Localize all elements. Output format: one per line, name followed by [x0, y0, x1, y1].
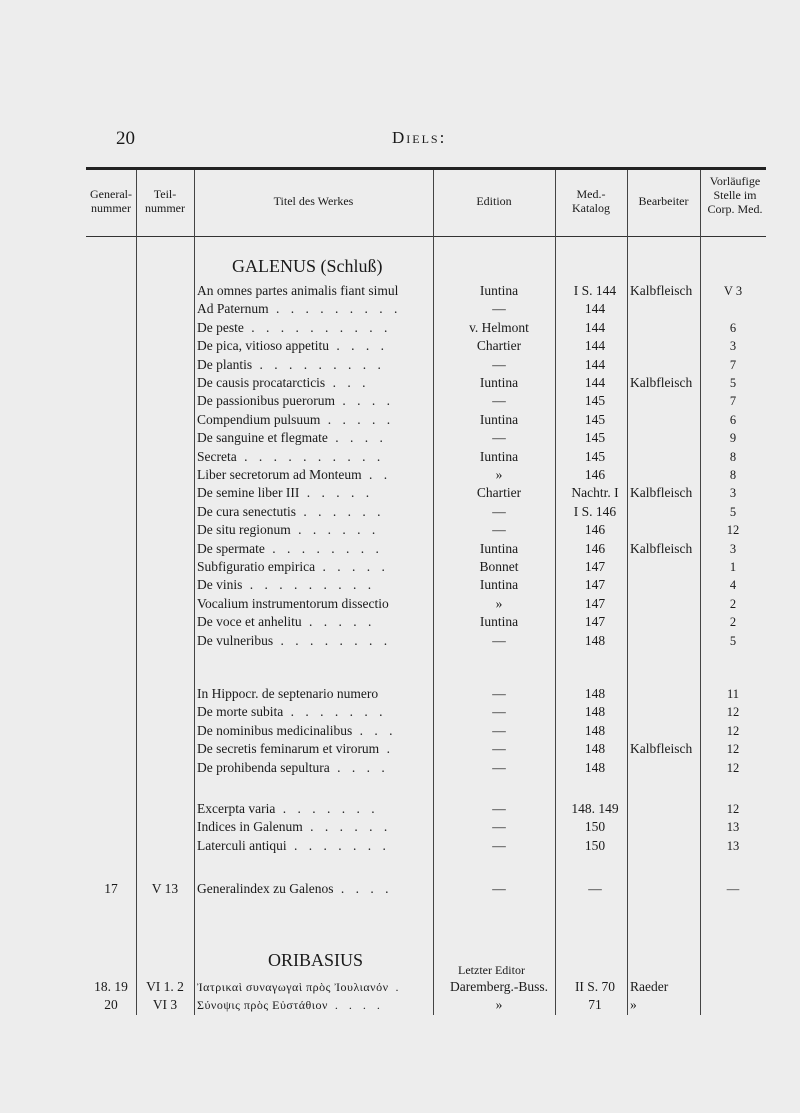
title-text: De sanguine et flegmate	[197, 430, 328, 446]
title-text: De vulneribus	[197, 632, 274, 648]
row-edition: »	[495, 595, 503, 611]
row-title	[197, 466, 391, 484]
row-title	[197, 282, 398, 300]
row-bearbeiter: Kalbfleisch	[630, 741, 693, 757]
leader-dots: . . . . .	[299, 485, 374, 501]
row-katalog: 148	[584, 686, 606, 701]
row-title	[197, 576, 375, 594]
row-edition: Daremberg.-Buss.	[450, 979, 548, 994]
section-heading-oribasius: ORIBASIUS	[268, 950, 364, 970]
row-katalog: 145	[584, 393, 606, 409]
row-stelle: 8	[729, 449, 737, 464]
leader-dots: . . . .	[333, 881, 393, 896]
row-stelle: 1	[729, 560, 737, 574]
leader-dots: . . . . .	[301, 614, 376, 630]
row-katalog: 147	[584, 577, 606, 593]
row-title	[197, 300, 401, 318]
row-edition: —	[492, 881, 506, 896]
title-text: De passionibus puerorum	[197, 393, 335, 409]
title-text: De prohibenda sepultura	[197, 759, 330, 775]
leader-dots: . . . .	[329, 759, 389, 775]
leader-dots: . . . .	[334, 393, 394, 409]
row-edition: —	[492, 632, 506, 648]
header-stelle: Vorläufige Stelle im Corp. Med.	[707, 174, 763, 216]
row-stelle: 12	[726, 742, 740, 757]
title-text: De spermate	[197, 540, 265, 556]
row-teil: V 13	[151, 881, 179, 896]
title-text: De cura senectutis	[197, 503, 296, 519]
leader-dots: . . . . . .	[290, 522, 380, 538]
title-text: Laterculi antiqui	[197, 837, 287, 853]
row-stelle: 12	[726, 802, 740, 816]
row-katalog: I S. 144	[573, 283, 617, 298]
row-edition: Iuntina	[479, 614, 519, 630]
leader-dots: . . . . . . . .	[273, 632, 392, 648]
row-edition: Iuntina	[479, 577, 519, 593]
row-stelle: 5	[729, 633, 737, 648]
row-stelle: 12	[726, 760, 740, 775]
row-stelle: —	[726, 882, 740, 896]
row-edition: —	[492, 741, 506, 757]
row-title	[197, 356, 385, 374]
row-teil: VI 1. 2	[146, 979, 184, 994]
title-text: Vocalium instrumentorum dissectio	[197, 595, 389, 611]
leader-dots: . . . . . .	[302, 819, 392, 835]
row-edition: —	[492, 522, 506, 538]
row-title	[197, 740, 394, 758]
row-stelle: 5	[729, 376, 737, 390]
row-edition: Iuntina	[479, 540, 519, 556]
row-title	[197, 759, 389, 777]
row-katalog: 144	[584, 338, 606, 354]
row-bearbeiter: Kalbfleisch	[630, 540, 693, 556]
column-divider	[700, 170, 701, 1015]
row-katalog: 145	[584, 430, 606, 446]
row-title	[197, 374, 369, 392]
row-title	[197, 503, 384, 521]
row-edition: —	[492, 686, 506, 701]
row-edition: Iuntina	[479, 375, 519, 390]
row-stelle: 7	[729, 357, 737, 372]
table-top-rule	[86, 167, 766, 170]
title-text: Subfiguratio empirica	[197, 559, 316, 574]
title-text: De causis procatarcticis	[197, 375, 326, 390]
row-stelle: 12	[726, 723, 740, 738]
row-katalog: —	[588, 881, 602, 896]
row-edition: —	[492, 819, 506, 835]
leader-dots: . . . . . . . .	[264, 540, 383, 556]
row-stelle: 13	[726, 820, 740, 835]
row-title	[197, 484, 373, 502]
row-edition: —	[492, 301, 506, 317]
row-stelle: 2	[729, 615, 737, 630]
row-stelle: 13	[726, 838, 740, 853]
title-text: De pica, vitioso appetitu	[197, 338, 329, 354]
row-katalog: 145	[584, 411, 606, 427]
row-stelle: V 3	[723, 284, 743, 298]
leader-dots: . . . . . . . . .	[252, 356, 385, 372]
row-edition: —	[492, 704, 506, 720]
leader-dots: . . . .	[328, 338, 388, 354]
row-edition: —	[492, 801, 506, 816]
row-stelle: 3	[729, 486, 737, 501]
row-stelle: 9	[729, 431, 737, 446]
row-edition: Chartier	[476, 485, 522, 501]
row-edition: Iuntina	[479, 283, 519, 298]
title-text: De vinis	[197, 577, 243, 593]
title-text: Excerpta varia	[197, 801, 276, 816]
row-title	[197, 800, 379, 818]
row-stelle: 12	[726, 523, 740, 538]
row-katalog: 144	[584, 301, 606, 317]
leader-dots: . . . . . . . . .	[268, 301, 402, 317]
row-stelle: 2	[729, 596, 737, 611]
title-text: De situ regionum	[197, 522, 291, 538]
row-katalog: 71	[588, 997, 602, 1012]
leader-dots: . . . . .	[315, 559, 389, 574]
leader-dots: . . . . . . . . .	[242, 577, 376, 593]
row-stelle: 3	[729, 541, 737, 556]
row-stelle: 6	[729, 412, 737, 427]
title-text: Indices in Galenum	[197, 819, 303, 835]
row-title	[197, 685, 378, 703]
row-edition: »	[495, 997, 503, 1012]
header-katalog: Med.- Katalog	[572, 187, 610, 215]
leader-dots: . . . . . . . . . .	[236, 448, 385, 464]
title-text: Σύνοψις πρὸς Εὐστάθιον	[197, 998, 328, 1012]
row-title	[197, 392, 394, 410]
row-title	[197, 880, 392, 898]
title-text: Generalindex zu Galenos	[197, 881, 334, 896]
column-divider	[433, 170, 434, 1015]
row-stelle: 3	[729, 339, 737, 354]
title-text: Ad Paternum	[197, 301, 269, 317]
row-stelle: 4	[729, 578, 737, 593]
title-text: Liber secretorum ad Monteum	[197, 467, 362, 482]
row-edition: Iuntina	[479, 411, 519, 427]
row-katalog: 147	[584, 559, 606, 574]
row-katalog: 144	[584, 375, 606, 390]
row-katalog: 147	[584, 595, 606, 611]
leader-dots: .	[388, 980, 403, 994]
row-title	[197, 978, 403, 996]
row-katalog: 146	[584, 467, 606, 482]
row-edition: —	[492, 503, 506, 519]
leader-dots: . . . . . .	[295, 503, 385, 519]
row-bearbeiter: Kalbfleisch	[630, 283, 693, 298]
row-katalog: 146	[584, 522, 606, 538]
row-katalog: 150	[584, 819, 606, 835]
title-text: In Hippocr. de septenario numero	[197, 686, 379, 701]
row-title	[197, 337, 388, 355]
row-katalog: 148	[584, 704, 606, 720]
leader-dots: . . . .	[327, 430, 387, 446]
row-katalog: 148	[584, 759, 606, 775]
row-title	[197, 521, 379, 539]
leader-dots: . . . . . . . . . .	[243, 319, 392, 335]
row-katalog: II S. 70	[574, 979, 616, 994]
row-general: 20	[104, 997, 118, 1012]
subheading-letzter-editor: Letzter Editor	[458, 963, 525, 977]
row-title	[197, 703, 386, 721]
row-edition: Iuntina	[479, 448, 519, 464]
row-stelle: 6	[729, 320, 737, 335]
row-stelle: 8	[729, 468, 737, 482]
leader-dots: . .	[361, 467, 392, 482]
row-edition: —	[492, 430, 506, 446]
row-edition: —	[492, 837, 506, 853]
leader-dots: . . . . .	[320, 411, 395, 427]
row-general: 18. 19	[94, 979, 128, 994]
row-bearbeiter: Raeder	[630, 979, 669, 994]
row-edition: v. Helmont	[469, 319, 529, 335]
row-edition: —	[492, 759, 506, 775]
row-edition: —	[492, 722, 506, 738]
row-bearbeiter: »	[630, 997, 637, 1012]
row-title	[197, 722, 396, 740]
title-text: De plantis	[197, 356, 253, 372]
page-number: 20	[116, 128, 135, 149]
row-katalog: 146	[584, 540, 606, 556]
title-text: De peste	[197, 319, 244, 335]
row-title	[197, 613, 375, 631]
leader-dots: . . . .	[327, 998, 384, 1012]
row-title	[197, 448, 384, 466]
header-teil: Teil- nummer	[145, 187, 185, 215]
row-katalog: 148	[584, 722, 606, 738]
row-katalog: 145	[584, 448, 606, 464]
leader-dots: . . .	[325, 375, 370, 390]
row-general: 17	[104, 881, 118, 896]
title-text: Ἰατρικαὶ συναγωγαὶ πρὸς Ἰουλιανόν	[197, 980, 389, 994]
header-edition: Edition	[476, 194, 512, 208]
header-bearbeiter: Bearbeiter	[638, 194, 689, 208]
header-titel: Titel des Werkes	[273, 194, 354, 208]
row-katalog: 148. 149	[571, 801, 619, 816]
row-stelle: 7	[729, 394, 737, 409]
leader-dots: . . . . . . .	[275, 801, 379, 816]
row-katalog: 148	[584, 741, 606, 757]
row-title	[197, 319, 391, 337]
row-katalog: 144	[584, 319, 606, 335]
row-katalog: 147	[584, 614, 606, 630]
row-edition: —	[492, 356, 506, 372]
row-bearbeiter: Kalbfleisch	[630, 485, 693, 501]
row-stelle: 11	[726, 687, 740, 701]
row-stelle: 5	[729, 504, 737, 519]
row-edition: Bonnet	[479, 559, 519, 574]
section-heading-galenus: GALENUS (Schluß)	[232, 256, 383, 276]
title-text: An omnes partes animalis fiant simul	[197, 283, 399, 298]
leader-dots: .	[379, 741, 394, 757]
row-teil: VI 3	[152, 997, 178, 1012]
row-title	[197, 996, 384, 1014]
row-edition: —	[492, 393, 506, 409]
title-text: De secretis feminarum et virorum	[197, 741, 380, 757]
title-text: De nominibus medicinalibus	[197, 722, 353, 738]
leader-dots: . . .	[352, 722, 397, 738]
title-text: De morte subita	[197, 704, 284, 720]
row-katalog: Nachtr. I	[571, 485, 619, 501]
row-bearbeiter: Kalbfleisch	[630, 375, 693, 390]
row-katalog: 144	[584, 356, 606, 372]
row-title	[197, 558, 389, 576]
row-katalog: 148	[584, 632, 606, 648]
row-title	[197, 411, 394, 429]
row-katalog: I S. 146	[573, 503, 617, 519]
row-katalog: 150	[584, 837, 606, 853]
row-edition: Chartier	[476, 338, 522, 354]
row-edition: »	[495, 467, 503, 482]
row-title	[197, 540, 383, 558]
header-general: General- nummer	[90, 187, 132, 215]
row-title	[197, 429, 387, 447]
title-text: De semine liber III	[197, 485, 300, 501]
title-text: Secreta	[197, 448, 237, 464]
leader-dots: . . . . . . .	[286, 837, 390, 853]
row-title	[197, 837, 390, 855]
title-text: De voce et anhelitu	[197, 614, 302, 630]
column-divider	[194, 170, 195, 1015]
title-text: Compendium pulsuum	[197, 411, 321, 427]
column-divider	[555, 170, 556, 1015]
row-title	[197, 595, 389, 613]
running-head: Diels:	[392, 128, 447, 147]
row-stelle: 12	[726, 705, 740, 720]
row-title	[197, 818, 391, 836]
leader-dots: . . . . . . .	[283, 704, 387, 720]
table-header-rule	[86, 236, 766, 237]
row-title	[197, 632, 391, 650]
